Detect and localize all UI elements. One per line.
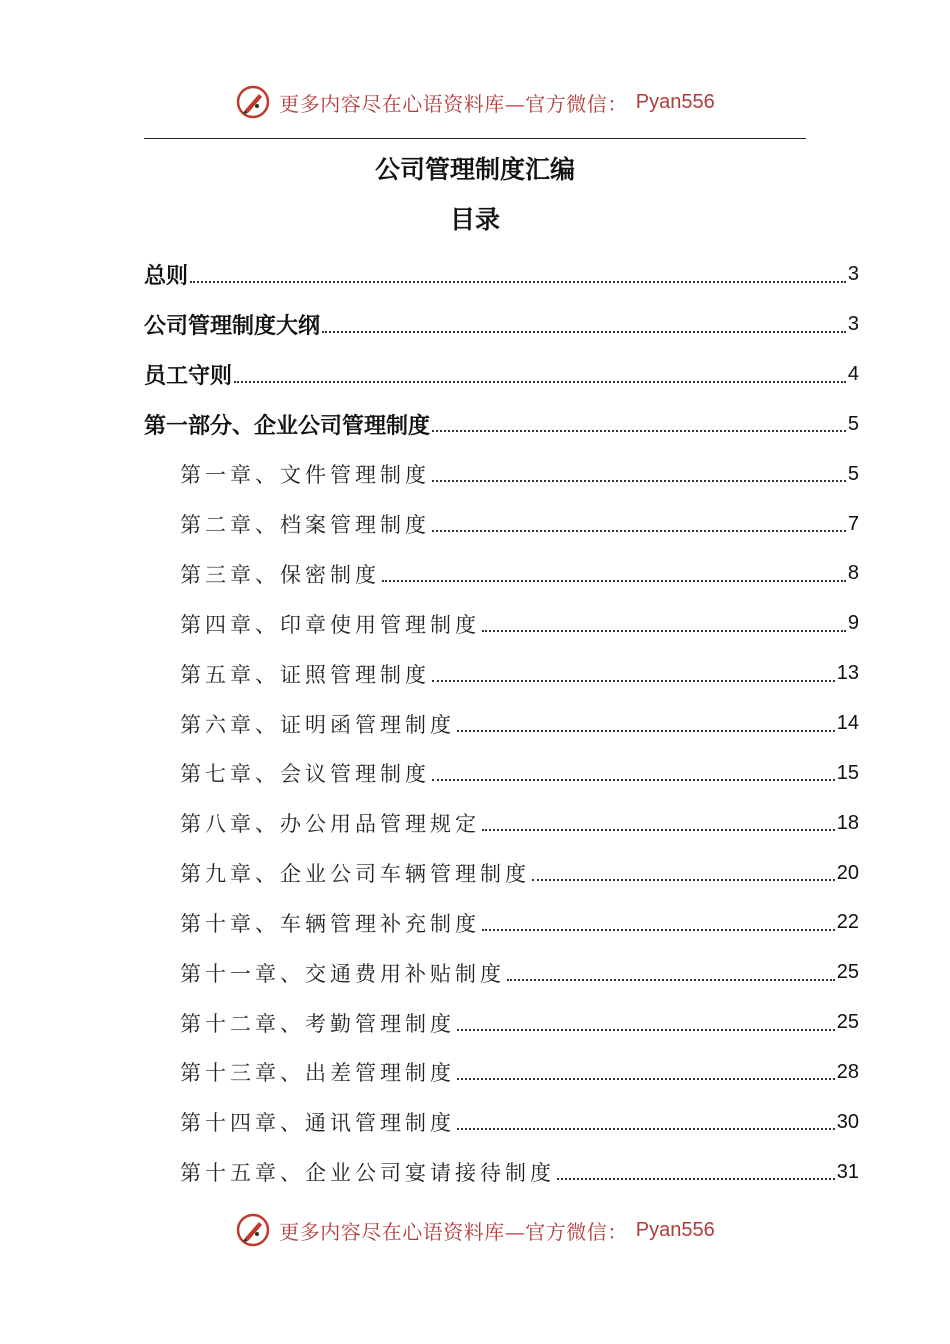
toc-entry[interactable]: [144, 699, 859, 749]
toc-dot-leader: [432, 430, 846, 432]
toc-entry-label: 第二章、档案管理制度: [180, 513, 430, 538]
toc-dot-leader: [432, 779, 835, 781]
table-of-contents: [144, 250, 859, 1197]
pen-logo-icon: [235, 84, 271, 120]
toc-dot-leader: [382, 580, 846, 582]
toc-dot-leader: [432, 680, 835, 682]
toc-entry-page-number: 3: [847, 263, 859, 286]
toc-dot-leader: [532, 879, 835, 881]
toc-entry[interactable]: [144, 250, 859, 300]
pen-logo-icon: [235, 1212, 271, 1248]
toc-dot-leader: [507, 979, 835, 981]
toc-entry-label: 第八章、办公用品管理规定: [180, 812, 480, 837]
toc-entry-page-number: 28: [836, 1060, 859, 1083]
toc-dot-leader: [557, 1178, 835, 1180]
toc-dot-leader: [322, 331, 846, 333]
toc-entry-label: 第一章、文件管理制度: [180, 463, 430, 488]
toc-entry[interactable]: [144, 948, 859, 998]
toc-entry-label: 公司管理制度大纲: [144, 313, 321, 340]
toc-entry-page-number: 3: [847, 313, 859, 336]
toc-dot-leader: [432, 480, 846, 482]
toc-entry-label: 第六章、证明函管理制度: [180, 712, 455, 737]
footer-banner-wechat-id: Pyan556: [635, 1218, 715, 1241]
document-title: 公司管理制度汇编: [374, 155, 575, 184]
toc-dot-leader: [482, 630, 846, 632]
toc-entry[interactable]: [144, 898, 859, 948]
toc-entry[interactable]: [144, 599, 859, 649]
toc-entry-page-number: 5: [847, 462, 859, 485]
toc-entry[interactable]: [144, 748, 859, 798]
toc-dot-leader: [482, 929, 835, 931]
toc-entry[interactable]: [144, 1048, 859, 1098]
toc-dot-leader: [457, 1029, 835, 1031]
toc-entry[interactable]: [144, 1097, 859, 1147]
toc-entry-page-number: 14: [836, 712, 859, 735]
toc-dot-leader: [432, 530, 846, 532]
header-banner-text: 更多内容尽在心语资料库—官方微信：: [279, 91, 628, 116]
toc-entry-label: 员工守则: [144, 363, 233, 390]
toc-entry-page-number: 15: [836, 761, 859, 784]
toc-entry-page-number: 31: [836, 1160, 859, 1183]
toc-entry[interactable]: [144, 449, 859, 499]
toc-entry[interactable]: [144, 300, 859, 350]
toc-entry-label: 总则: [144, 263, 189, 290]
toc-dot-leader: [457, 1128, 835, 1130]
toc-entry[interactable]: [144, 400, 859, 450]
toc-entry-page-number: 9: [847, 612, 859, 635]
toc-entry-page-number: 25: [836, 1011, 859, 1034]
toc-entry-page-number: 30: [836, 1110, 859, 1133]
toc-entry-page-number: 18: [836, 811, 859, 834]
toc-entry-label: 第十五章、企业公司宴请接待制度: [180, 1161, 555, 1186]
toc-entry-page-number: 4: [847, 363, 859, 386]
toc-entry-page-number: 25: [836, 961, 859, 984]
toc-entry-label: 第十二章、考勤管理制度: [180, 1011, 455, 1036]
toc-entry-label: 第十一章、交通费用补贴制度: [180, 961, 505, 986]
toc-entry-label: 第九章、企业公司车辆管理制度: [180, 862, 530, 887]
toc-entry-page-number: 13: [836, 662, 859, 685]
toc-entry[interactable]: [144, 798, 859, 848]
toc-entry-label: 第一部分、企业公司管理制度: [144, 412, 431, 439]
toc-entry[interactable]: [144, 998, 859, 1048]
toc-entry-label: 第七章、会议管理制度: [180, 762, 430, 787]
toc-entry[interactable]: [144, 1147, 859, 1197]
toc-entry[interactable]: [144, 350, 859, 400]
toc-entry-label: 第十四章、通讯管理制度: [180, 1111, 455, 1136]
header-watermark-banner: [0, 82, 950, 122]
toc-dot-leader: [482, 829, 835, 831]
toc-heading: 目录: [449, 205, 500, 234]
toc-entry-page-number: 7: [847, 512, 859, 535]
toc-entry[interactable]: [144, 649, 859, 699]
toc-entry-page-number: 5: [847, 412, 859, 435]
footer-watermark-banner: [0, 1210, 950, 1250]
toc-entry-label: 第五章、证照管理制度: [180, 662, 430, 687]
toc-dot-leader: [457, 730, 835, 732]
toc-dot-leader: [234, 381, 846, 383]
toc-entry-page-number: 20: [836, 861, 859, 884]
header-divider: [144, 138, 806, 139]
toc-dot-leader: [457, 1078, 835, 1080]
toc-entry-page-number: 22: [836, 911, 859, 934]
toc-entry-label: 第四章、印章使用管理制度: [180, 612, 480, 637]
toc-entry-label: 第十三章、出差管理制度: [180, 1061, 455, 1086]
toc-dot-leader: [190, 281, 846, 283]
footer-banner-text: 更多内容尽在心语资料库—官方微信：: [279, 1219, 628, 1244]
header-banner-wechat-id: Pyan556: [635, 90, 715, 113]
toc-entry[interactable]: [144, 549, 859, 599]
toc-entry-label: 第十章、车辆管理补充制度: [180, 911, 480, 936]
toc-entry-label: 第三章、保密制度: [180, 562, 380, 587]
toc-entry[interactable]: [144, 499, 859, 549]
toc-entry-page-number: 8: [847, 562, 859, 585]
toc-entry[interactable]: [144, 848, 859, 898]
